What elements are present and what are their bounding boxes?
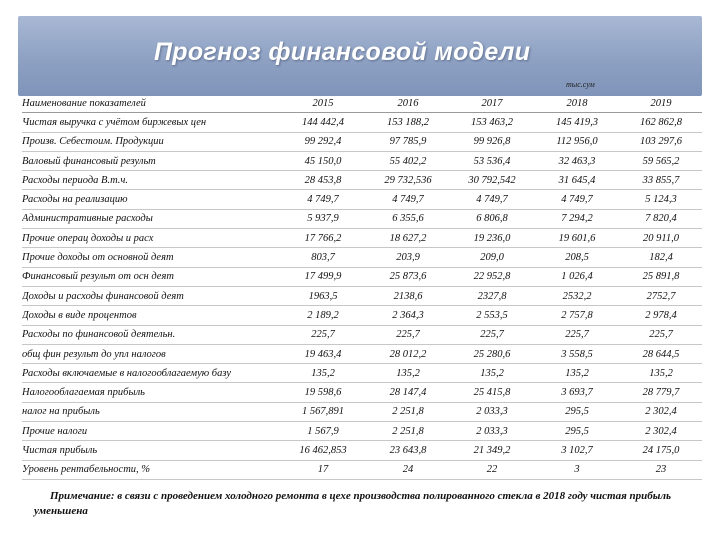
row-label: Прочие налоги bbox=[22, 422, 280, 441]
row-label: общ фин результ до упл налогов bbox=[22, 344, 280, 363]
table-row bbox=[22, 113, 702, 132]
row-value: 4 749,7 bbox=[280, 190, 366, 209]
row-label: Расходы по финансовой деятельн. bbox=[22, 325, 280, 344]
row-value: 153 463,2 bbox=[450, 113, 534, 132]
row-label: Административные расходы bbox=[22, 209, 280, 228]
row-value: 22 952,8 bbox=[450, 267, 534, 286]
row-label: Чистая прибыль bbox=[22, 441, 280, 460]
row-value: 162 862,8 bbox=[620, 113, 702, 132]
row-value: 19 463,4 bbox=[280, 344, 366, 363]
row-value: 2327,8 bbox=[450, 286, 534, 305]
row-value: 25 873,6 bbox=[366, 267, 450, 286]
row-value: 2 364,3 bbox=[366, 306, 450, 325]
row-value: 2752,7 bbox=[620, 286, 702, 305]
row-label: Финансовый результ от осн деят bbox=[22, 267, 280, 286]
row-label: Прочие операц доходы и расх bbox=[22, 229, 280, 248]
units-label: тыс.сум bbox=[566, 80, 595, 89]
row-value: 3 bbox=[534, 460, 620, 479]
row-label: Доходы и расходы финансовой деят bbox=[22, 286, 280, 305]
table-row bbox=[22, 209, 702, 228]
row-value: 1963,5 bbox=[280, 286, 366, 305]
table-row bbox=[22, 422, 702, 441]
footnote: Примечание: в связи с проведением холодного ремонта в цехе производства полированного стекла в 2018 году чистая прибыль уменьшена bbox=[34, 490, 672, 517]
row-value: 225,7 bbox=[280, 325, 366, 344]
row-value: 97 785,9 bbox=[366, 132, 450, 151]
row-value: 16 462,853 bbox=[280, 441, 366, 460]
row-value: 2 033,3 bbox=[450, 422, 534, 441]
table-row bbox=[22, 364, 702, 383]
row-value: 203,9 bbox=[366, 248, 450, 267]
row-value: 2532,2 bbox=[534, 286, 620, 305]
table-row bbox=[22, 248, 702, 267]
row-value: 225,7 bbox=[366, 325, 450, 344]
row-value: 3 693,7 bbox=[534, 383, 620, 402]
table-row bbox=[22, 151, 702, 170]
row-value: 6 806,8 bbox=[450, 209, 534, 228]
row-label: Налогооблагаемая прибыль bbox=[22, 383, 280, 402]
row-value: 2 033,3 bbox=[450, 402, 534, 421]
table-row bbox=[22, 306, 702, 325]
table-row bbox=[22, 286, 702, 305]
header-indicator-name: Наименование показателей bbox=[22, 94, 280, 113]
row-value: 17 bbox=[280, 460, 366, 479]
table-header-row bbox=[22, 94, 702, 113]
row-value: 135,2 bbox=[534, 364, 620, 383]
row-value: 2 302,4 bbox=[620, 422, 702, 441]
row-value: 803,7 bbox=[280, 248, 366, 267]
row-value: 28 779,7 bbox=[620, 383, 702, 402]
row-label: Доходы в виде процентов bbox=[22, 306, 280, 325]
row-value: 20 911,0 bbox=[620, 229, 702, 248]
row-value: 2 189,2 bbox=[280, 306, 366, 325]
table-row bbox=[22, 460, 702, 479]
row-value: 23 643,8 bbox=[366, 441, 450, 460]
row-value: 22 bbox=[450, 460, 534, 479]
row-label: Расходы периода В.т.ч. bbox=[22, 171, 280, 190]
row-value: 103 297,6 bbox=[620, 132, 702, 151]
row-value: 19 601,6 bbox=[534, 229, 620, 248]
table-row bbox=[22, 402, 702, 421]
row-value: 4 749,7 bbox=[450, 190, 534, 209]
row-value: 2 251,8 bbox=[366, 402, 450, 421]
row-value: 1 567,9 bbox=[280, 422, 366, 441]
row-value: 28 147,4 bbox=[366, 383, 450, 402]
row-value: 99 926,8 bbox=[450, 132, 534, 151]
row-label: Валовый финансовый результ bbox=[22, 151, 280, 170]
row-value: 2 302,4 bbox=[620, 402, 702, 421]
row-value: 7 294,2 bbox=[534, 209, 620, 228]
header-year: 2016 bbox=[366, 94, 450, 113]
row-value: 145 419,3 bbox=[534, 113, 620, 132]
row-label: Чистая выручка с учётом биржевых цен bbox=[22, 113, 280, 132]
header-year: 2018 bbox=[534, 94, 620, 113]
row-value: 225,7 bbox=[620, 325, 702, 344]
row-value: 23 bbox=[620, 460, 702, 479]
row-value: 2 251,8 bbox=[366, 422, 450, 441]
row-value: 25 280,6 bbox=[450, 344, 534, 363]
row-value: 32 463,3 bbox=[534, 151, 620, 170]
row-value: 135,2 bbox=[366, 364, 450, 383]
row-value: 135,2 bbox=[620, 364, 702, 383]
header-year: 2015 bbox=[280, 94, 366, 113]
row-value: 3 102,7 bbox=[534, 441, 620, 460]
table-row bbox=[22, 325, 702, 344]
row-value: 144 442,4 bbox=[280, 113, 366, 132]
row-value: 3 558,5 bbox=[534, 344, 620, 363]
row-value: 2 553,5 bbox=[450, 306, 534, 325]
row-value: 19 236,0 bbox=[450, 229, 534, 248]
row-label: Расходы на реализацию bbox=[22, 190, 280, 209]
header-year: 2019 bbox=[620, 94, 702, 113]
row-value: 6 355,6 bbox=[366, 209, 450, 228]
row-value: 295,5 bbox=[534, 422, 620, 441]
row-value: 135,2 bbox=[450, 364, 534, 383]
row-value: 5 937,9 bbox=[280, 209, 366, 228]
row-value: 208,5 bbox=[534, 248, 620, 267]
financial-forecast-table bbox=[22, 94, 702, 480]
row-value: 182,4 bbox=[620, 248, 702, 267]
row-value: 19 598,6 bbox=[280, 383, 366, 402]
row-value: 28 644,5 bbox=[620, 344, 702, 363]
row-value: 225,7 bbox=[450, 325, 534, 344]
row-value: 5 124,3 bbox=[620, 190, 702, 209]
row-value: 2138,6 bbox=[366, 286, 450, 305]
row-value: 2 978,4 bbox=[620, 306, 702, 325]
page-title: Прогноз финансовой модели bbox=[154, 38, 531, 66]
table-row bbox=[22, 132, 702, 151]
table-row bbox=[22, 383, 702, 402]
table-row bbox=[22, 171, 702, 190]
row-label: Уровень рентабельности, % bbox=[22, 460, 280, 479]
row-value: 55 402,2 bbox=[366, 151, 450, 170]
table-row bbox=[22, 267, 702, 286]
row-value: 24 175,0 bbox=[620, 441, 702, 460]
row-value: 59 565,2 bbox=[620, 151, 702, 170]
row-value: 33 855,7 bbox=[620, 171, 702, 190]
table-row bbox=[22, 344, 702, 363]
row-value: 18 627,2 bbox=[366, 229, 450, 248]
row-value: 45 150,0 bbox=[280, 151, 366, 170]
row-value: 29 732,536 bbox=[366, 171, 450, 190]
row-label: налог на прибыль bbox=[22, 402, 280, 421]
table-row bbox=[22, 190, 702, 209]
row-value: 4 749,7 bbox=[366, 190, 450, 209]
row-value: 28 012,2 bbox=[366, 344, 450, 363]
row-value: 17 499,9 bbox=[280, 267, 366, 286]
row-value: 28 453,8 bbox=[280, 171, 366, 190]
row-value: 25 415,8 bbox=[450, 383, 534, 402]
row-value: 7 820,4 bbox=[620, 209, 702, 228]
row-value: 1 567,891 bbox=[280, 402, 366, 421]
row-value: 4 749,7 bbox=[534, 190, 620, 209]
row-value: 153 188,2 bbox=[366, 113, 450, 132]
row-label: Расходы включаемые в налогооблагаемую базу bbox=[22, 364, 280, 383]
row-label: Произв. Себестоим. Продукции bbox=[22, 132, 280, 151]
row-value: 53 536,4 bbox=[450, 151, 534, 170]
table-row bbox=[22, 229, 702, 248]
row-value: 112 956,0 bbox=[534, 132, 620, 151]
row-value: 135,2 bbox=[280, 364, 366, 383]
row-label: Прочие доходы от основной деят bbox=[22, 248, 280, 267]
row-value: 99 292,4 bbox=[280, 132, 366, 151]
header-year: 2017 bbox=[450, 94, 534, 113]
table-row bbox=[22, 441, 702, 460]
row-value: 2 757,8 bbox=[534, 306, 620, 325]
row-value: 225,7 bbox=[534, 325, 620, 344]
row-value: 1 026,4 bbox=[534, 267, 620, 286]
row-value: 25 891,8 bbox=[620, 267, 702, 286]
row-value: 17 766,2 bbox=[280, 229, 366, 248]
row-value: 24 bbox=[366, 460, 450, 479]
table-body bbox=[22, 113, 702, 480]
row-value: 30 792,542 bbox=[450, 171, 534, 190]
row-value: 21 349,2 bbox=[450, 441, 534, 460]
row-value: 295,5 bbox=[534, 402, 620, 421]
row-value: 31 645,4 bbox=[534, 171, 620, 190]
row-value: 209,0 bbox=[450, 248, 534, 267]
